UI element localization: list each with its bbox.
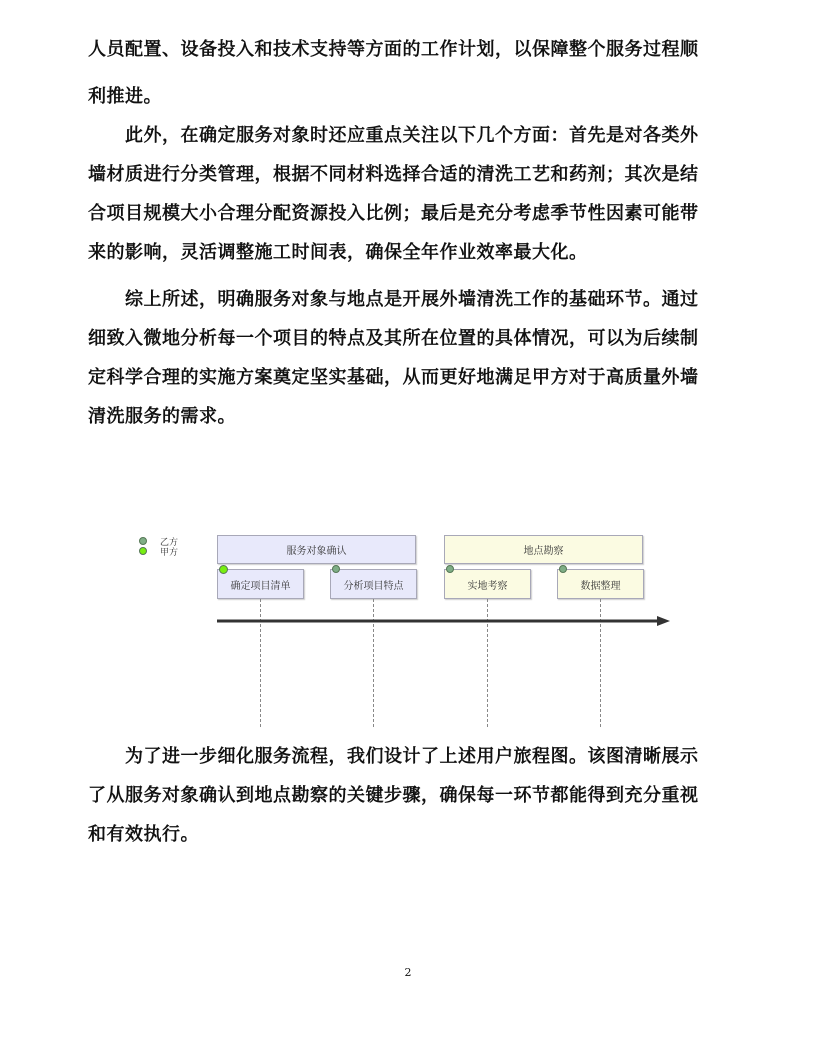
legend-dot-yifang [139,537,147,545]
text-line: 人员配置、设备投入和技术支持等方面的工作计划，以保障整个服务过程顺 [88,39,699,60]
text-line: 来的影响，灵活调整施工时间表，确保全年作业效率最大化。 [88,242,588,263]
text-line: 此外，在确定服务对象时还应重点关注以下几个方面：首先是对各类外 [88,125,699,146]
text-line: 利推进。 [88,86,162,107]
text-line: 和有效执行。 [88,824,199,845]
text-line: 清洗服务的需求。 [88,406,236,427]
legend-label: 乙方 [160,538,179,548]
text-line: 定科学合理的实施方案奠定坚实基础，从而更好地满足甲方对于高质量外墙 [88,367,699,388]
text-line: 了从服务对象确认到地点勘察的关键步骤，确保每一环节都能得到充分重视 [88,785,699,806]
text-line: 墙材质进行分类管理，根据不同材料选择合适的清洗工艺和药剂；其次是结 [88,164,699,185]
stage-box: 服务对象确认 [217,535,416,564]
text-line: 合项目规模大小合理分配资源投入比例；最后是充分考虑季节性因素可能带 [88,203,699,224]
actor-dot-yifang [559,565,567,573]
actor-dot-yifang [446,565,454,573]
timeline-arrow-icon [210,612,680,630]
page-number: 2 [404,966,412,979]
step-box: 分析项目特点 [330,569,417,599]
step-box: 确定项目清单 [217,569,304,599]
text-line: 为了进一步细化服务流程，我们设计了上述用户旅程图。该图清晰展示 [88,746,699,767]
legend-dot-jiafang [139,547,147,555]
actor-dot-jiafang [219,565,228,574]
legend-label: 甲方 [160,548,179,558]
step-box: 实地考察 [444,569,531,599]
step-box: 数据整理 [557,569,644,599]
text-line: 综上所述，明确服务对象与地点是开展外墙清洗工作的基础环节。通过 [88,289,699,310]
actor-dot-yifang [332,565,340,573]
stage-box: 地点勘察 [444,535,643,564]
text-line: 细致入微地分析每一个项目的特点及其所在位置的具体情况，可以为后续制 [88,328,699,349]
